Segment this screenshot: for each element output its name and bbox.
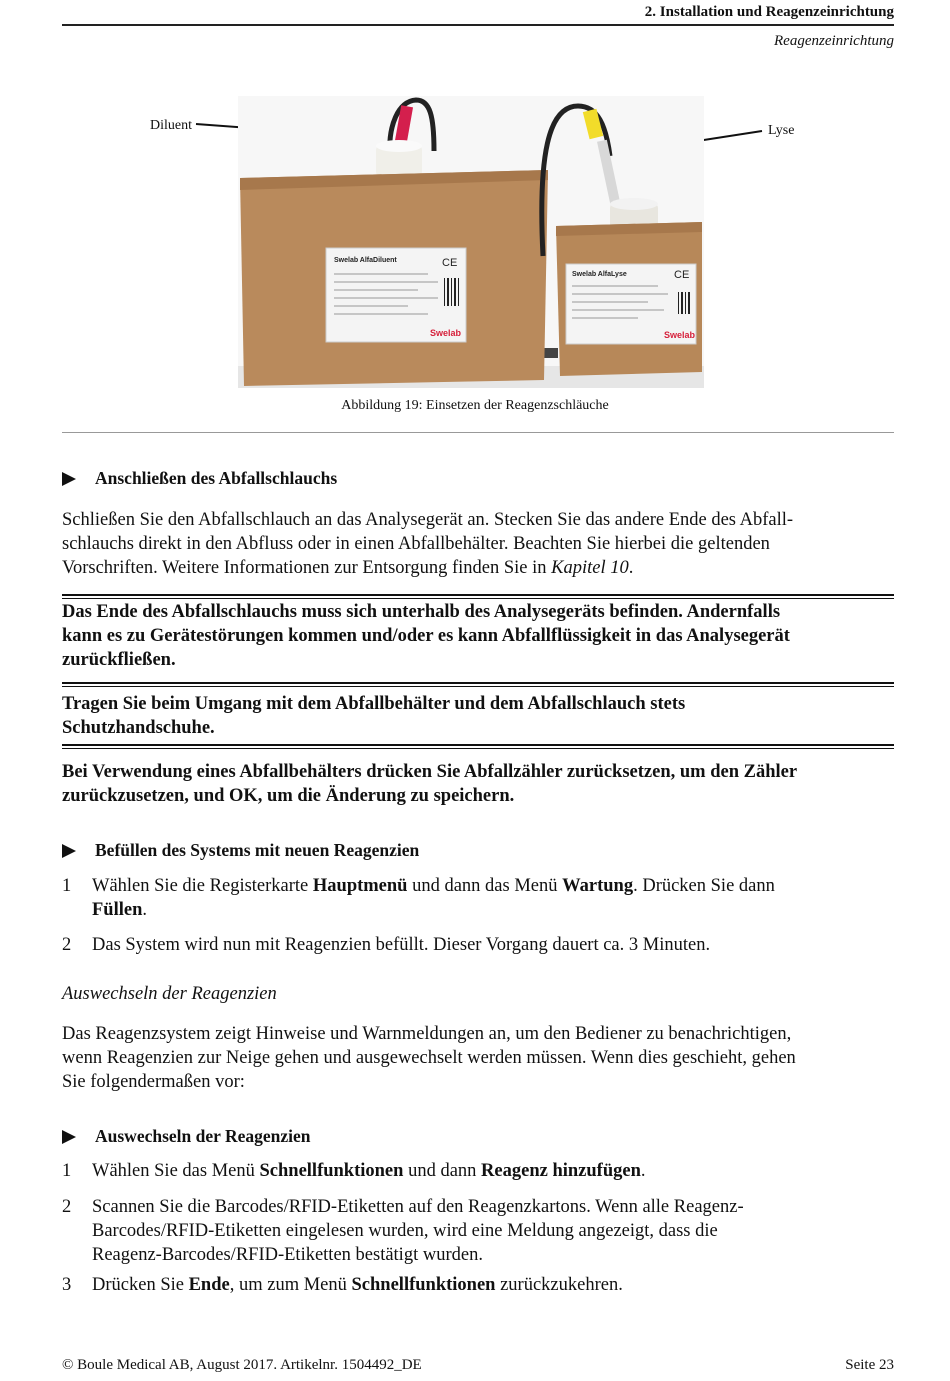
replace-step-2-text bbox=[92, 1195, 897, 1267]
replace-step-3-e: zurückzukehren. bbox=[495, 1275, 623, 1295]
fill-step-1 bbox=[62, 874, 897, 922]
fill-step-2-text: Das System wird nun mit Reagenzien befüllt. Dieser Vorgang dauert ca. 3 Minuten. bbox=[92, 935, 711, 955]
replace-step-3-a: Drücken Sie bbox=[92, 1275, 189, 1295]
fill-step-2 bbox=[62, 933, 897, 957]
step-number: 1 bbox=[62, 876, 72, 896]
menu-ref-schnellfunktionen: Schnellfunktionen bbox=[351, 1275, 496, 1295]
step-number: 1 bbox=[62, 1161, 72, 1181]
play-triangle-icon bbox=[62, 1130, 76, 1144]
button-ref-ende: Ende bbox=[188, 1275, 230, 1295]
replace-step-2-line-2: Barcodes/RFID-Etiketten eingelesen wurden, wird eine Meldung angezeigt, dass die bbox=[92, 1221, 718, 1241]
note-waste-counter bbox=[62, 760, 894, 808]
note-1-line-2: kann es zu Gerätestörungen kommen und/oder es kann Abfallflüssigkeit in das Analysegerät bbox=[62, 626, 790, 646]
figure-caption: Abbildung 19: Einsetzen der Reagenzschläuche bbox=[341, 398, 609, 413]
replace-step-3-text bbox=[92, 1273, 897, 1297]
replace-step-1-text bbox=[92, 1159, 897, 1183]
paragraph-waste-line-1: Schließen Sie den Abfallschlauch an das Analysegerät an. Stecken Sie das andere Ende des Abfall- bbox=[62, 510, 794, 530]
right-ce-mark: CE bbox=[674, 269, 690, 281]
replace-step-3-c: , um zum Menü bbox=[229, 1275, 352, 1295]
right-box-brand: Swelab AlfaLyse bbox=[572, 271, 627, 278]
paragraph-waste bbox=[62, 508, 897, 580]
label-lyse: Lyse bbox=[768, 123, 795, 138]
paragraph-waste-line-2: schlauchs direkt in den Abfluss oder in einen Abfallbehälter. Beachten Sie hierbei die geltenden bbox=[62, 534, 770, 554]
note-rule-top-3 bbox=[62, 744, 894, 749]
step-number: 2 bbox=[62, 1197, 72, 1217]
paragraph-replace bbox=[62, 1022, 897, 1094]
note-gloves bbox=[62, 692, 894, 740]
note-1-line-1: Das Ende des Abfallschlauchs muss sich unterhalb des Analysegeräts befinden. Andernfalls bbox=[62, 602, 781, 622]
fill-step-1-text bbox=[92, 874, 897, 922]
menu-ref-reagenz-hinzufuegen: Reagenz hinzufügen bbox=[481, 1161, 641, 1181]
fill-step-1-g: . bbox=[142, 900, 147, 920]
menu-ref-hauptmenue: Hauptmenü bbox=[312, 876, 408, 896]
replace-step-1-a: Wählen Sie das Menü bbox=[92, 1161, 260, 1181]
link-chapter-10[interactable]: Kapitel 10 bbox=[551, 558, 629, 578]
replace-step-2-line-1: Scannen Sie die Barcodes/RFID-Etiketten auf den Reagenzkartons. Wenn alle Reagenz- bbox=[92, 1197, 744, 1217]
menu-ref-wartung: Wartung bbox=[562, 876, 634, 896]
heading-replace-reagents bbox=[62, 1126, 311, 1147]
heading-fill-system-text: Befüllen des Systems mit neuen Reagenzien bbox=[95, 840, 420, 860]
note-1-line-3: zurückfließen. bbox=[62, 650, 176, 670]
label-diluent: Diluent bbox=[150, 118, 192, 133]
play-triangle-icon bbox=[62, 472, 76, 486]
heading-replace-reagents-text: Auswechseln der Reagenzien bbox=[95, 1126, 311, 1146]
figure-rule bbox=[62, 432, 894, 433]
left-box-brand: Swelab AlfaDiluent bbox=[334, 257, 397, 264]
note-rule-top-2 bbox=[62, 682, 894, 687]
paragraph-waste-line-3c: . bbox=[628, 558, 634, 578]
paragraph-replace-line-3: Sie folgendermaßen vor: bbox=[62, 1072, 245, 1092]
replace-step-2 bbox=[62, 1195, 897, 1267]
note-3-line-2: zurückzusetzen, und OK, um die Änderung zu speichern. bbox=[62, 786, 515, 806]
subheading-replace-reagents: Auswechseln der Reagenzien bbox=[62, 984, 277, 1004]
note-3-line-1: Bei Verwendung eines Abfallbehälters drücken Sie Abfallzähler zurücksetzen, um den Zähler bbox=[62, 762, 798, 782]
left-ce-mark: CE bbox=[442, 257, 458, 269]
step-number: 2 bbox=[62, 935, 72, 955]
paragraph-waste-line-3 bbox=[62, 556, 897, 580]
right-box-logo: Swelab bbox=[664, 330, 696, 340]
section-title: Reagenzeinrichtung bbox=[774, 33, 894, 49]
replace-step-1 bbox=[62, 1159, 897, 1183]
step-number: 3 bbox=[62, 1275, 72, 1295]
footer-copyright: © Boule Medical AB, August 2017. Artikelnr. 1504492_DE bbox=[62, 1357, 422, 1373]
paragraph-replace-line-1: Das Reagenzsystem zeigt Hinweise und Warnmeldungen an, um den Bediener zu benachrichtigen, bbox=[62, 1024, 792, 1044]
fill-step-1-c: und dann das Menü bbox=[407, 876, 563, 896]
heading-waste-hose-text: Anschließen des Abfallschlauchs bbox=[95, 468, 338, 488]
note-2-line-1: Tragen Sie beim Umgang mit dem Abfallbehälter und dem Abfallschlauch stets bbox=[62, 694, 686, 714]
paragraph-replace-line-2: wenn Reagenzien zur Neige gehen und ausgewechselt werden müssen. Wenn dies geschieht, gehen bbox=[62, 1048, 796, 1068]
replace-step-3 bbox=[62, 1273, 897, 1297]
heading-waste-hose bbox=[62, 468, 337, 489]
replace-step-2-line-3: Reagenz-Barcodes/RFID-Etiketten bestätigt wurden. bbox=[92, 1245, 483, 1265]
menu-ref-schnellfunktionen: Schnellfunktionen bbox=[259, 1161, 404, 1181]
play-triangle-icon bbox=[62, 844, 76, 858]
fill-step-1-e: . Drücken Sie dann bbox=[633, 876, 775, 896]
reagent-boxes-photo bbox=[238, 96, 704, 388]
footer-page-number: Seite 23 bbox=[845, 1357, 894, 1373]
fill-step-1-a: Wählen Sie die Registerkarte bbox=[92, 876, 313, 896]
note-2-line-2: Schutzhandschuhe. bbox=[62, 718, 215, 738]
note-waste-position bbox=[62, 600, 894, 672]
replace-step-1-c: und dann bbox=[403, 1161, 482, 1181]
note-rule-top-1 bbox=[62, 594, 894, 599]
button-ref-fuellen: Füllen bbox=[92, 900, 143, 920]
replace-step-1-e: . bbox=[640, 1161, 646, 1181]
chapter-title: 2. Installation und Reagenzeinrichtung bbox=[644, 4, 894, 20]
left-box-logo: Swelab bbox=[430, 328, 462, 338]
heading-fill-system bbox=[62, 840, 419, 861]
paragraph-waste-line-3a: Vorschriften. Weitere Informationen zur Entsorgung finden Sie in bbox=[62, 558, 552, 578]
